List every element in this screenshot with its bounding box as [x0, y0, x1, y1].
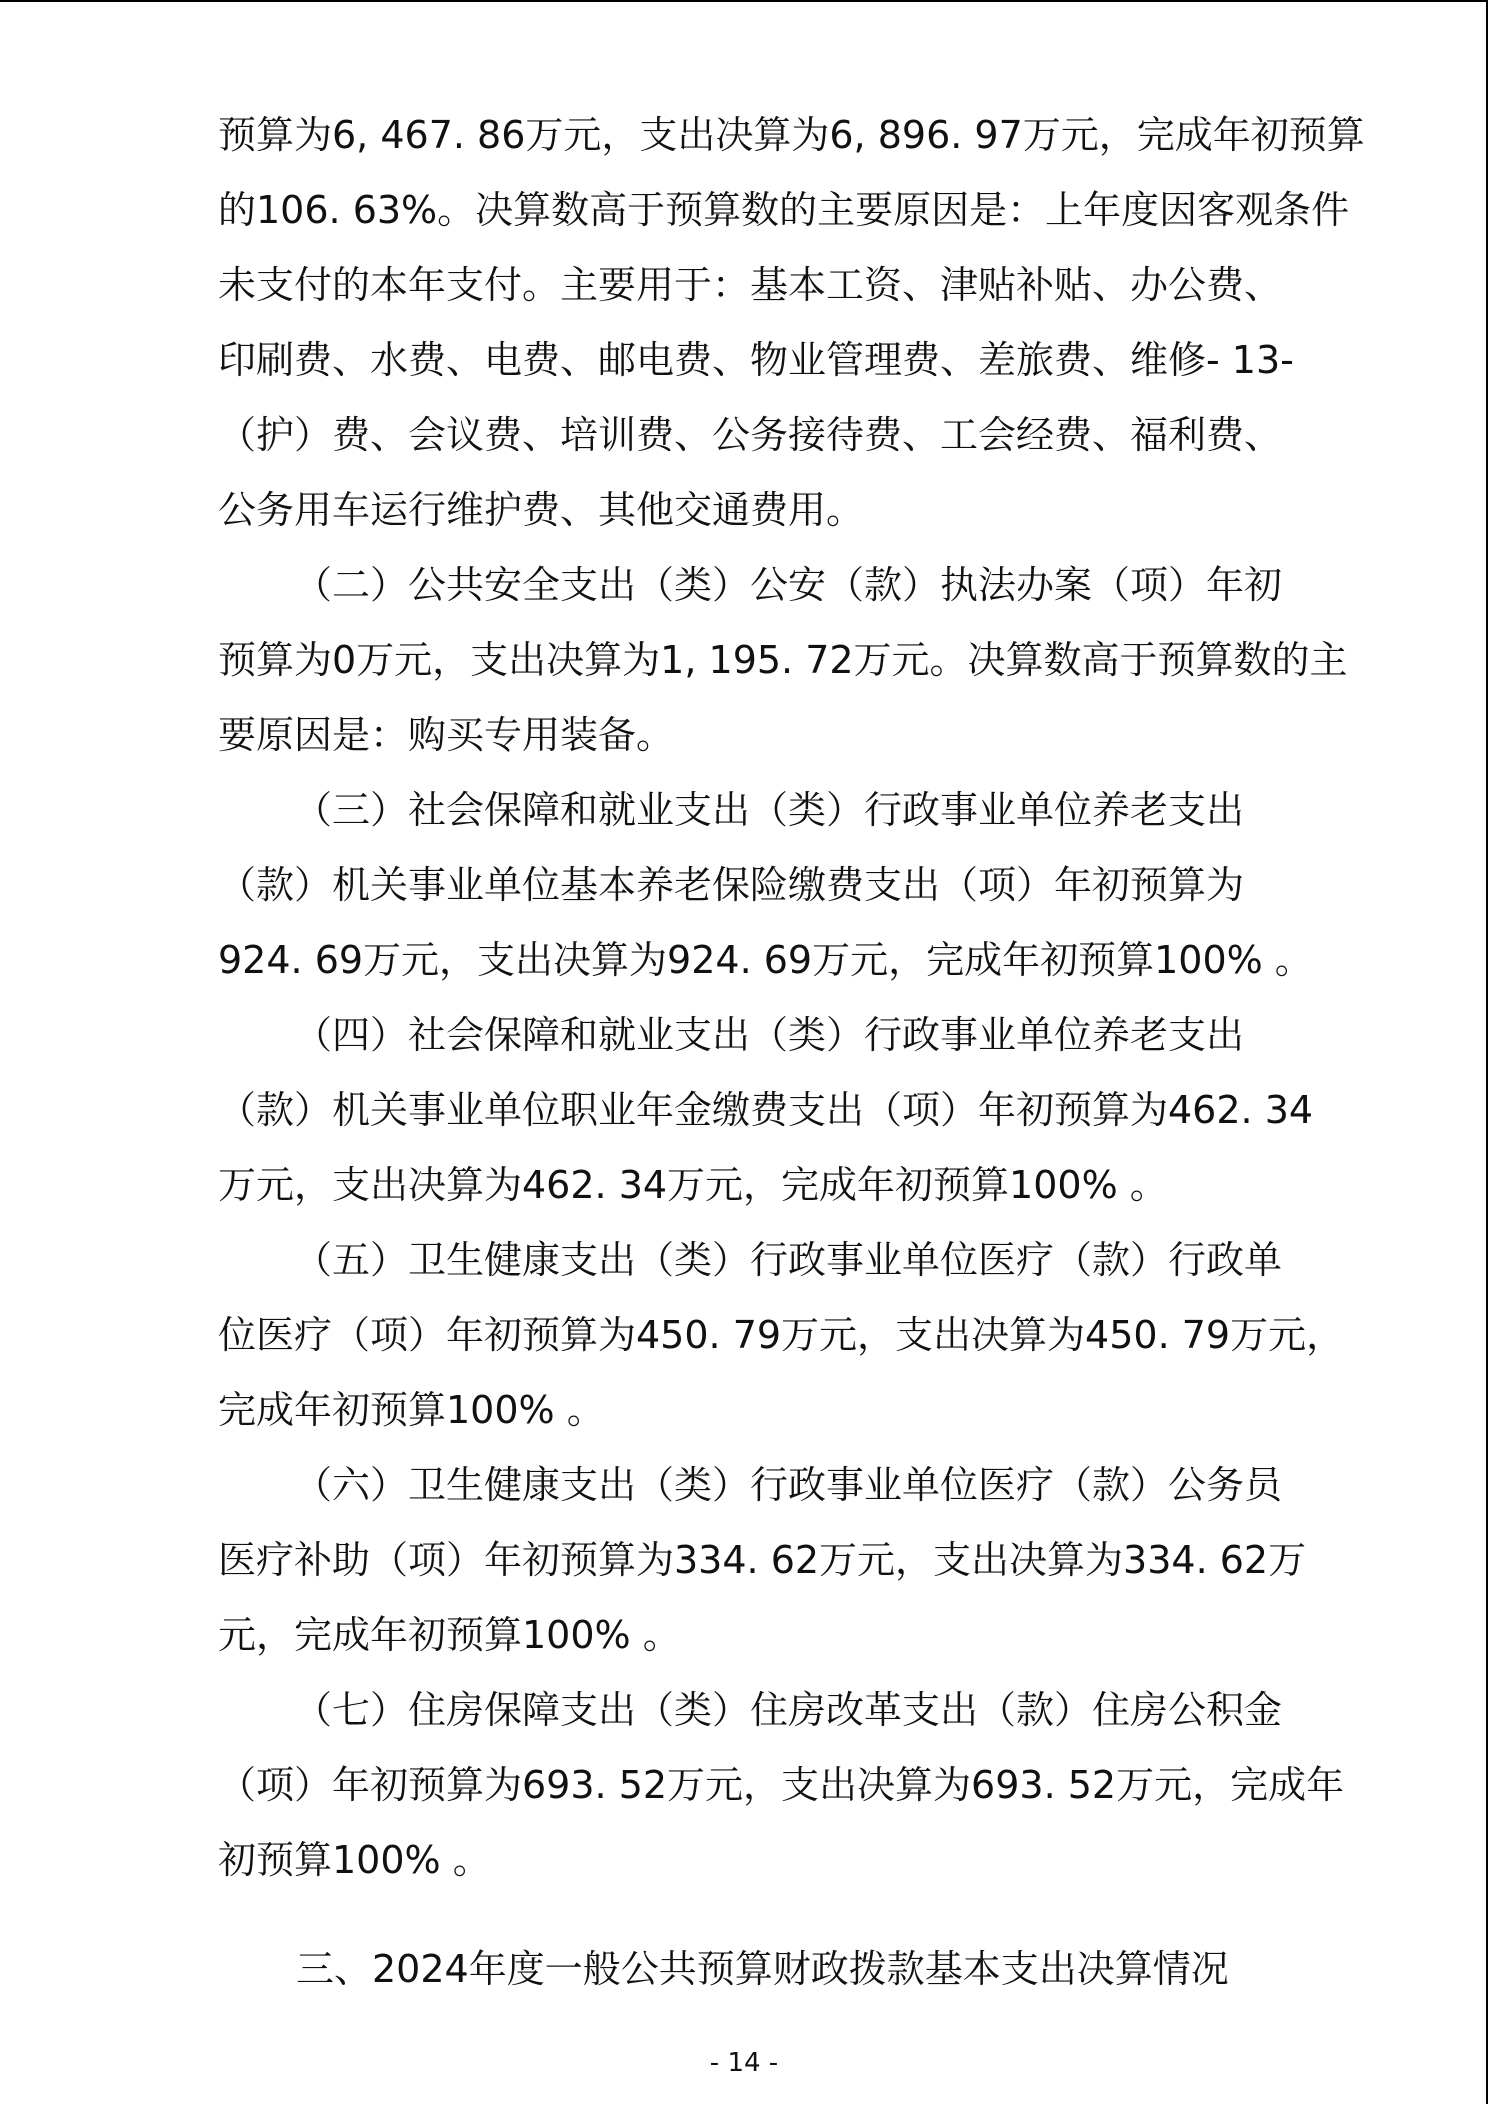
text-line: （款）机关事业单位基本养老保险缴费支出（项）年初预算为	[218, 863, 1245, 907]
text-line: 预算为0万元，支出决算为1, 195. 72万元。决算数高于预算数的主	[218, 638, 1348, 682]
text-line: 位医疗（项）年初预算为450. 79万元，支出决算为450. 79万元，	[218, 1313, 1345, 1357]
text-line: （七）住房保障支出（类）住房改革支出（款）住房公积金	[294, 1688, 1283, 1732]
paragraph-civil-servant-medical	[218, 1448, 1307, 1673]
text-line: 万元，支出决算为462. 34万元，完成年初预算100% 。	[218, 1163, 1168, 1207]
text-line: 924. 69万元，支出决算为924. 69万元，完成年初预算100% 。	[218, 938, 1313, 982]
text-line: （四）社会保障和就业支出（类）行政事业单位养老支出	[294, 1013, 1245, 1057]
text-line: （二）公共安全支出（类）公安（款）执法办案（项）年初	[294, 563, 1283, 607]
paragraph-continued-general-expense	[218, 98, 1365, 548]
text-line: （护）费、会议费、培训费、公务接待费、工会经费、福利费、	[218, 413, 1283, 457]
paragraph-occupational-annuity	[218, 998, 1314, 1223]
text-line: 完成年初预算100% 。	[218, 1388, 605, 1432]
text-line: 初预算100% 。	[218, 1838, 491, 1882]
paragraph-public-security	[218, 548, 1348, 773]
text-line: （项）年初预算为693. 52万元，支出决算为693. 52万元，完成年	[218, 1763, 1345, 1807]
text-line: 医疗补助（项）年初预算为334. 62万元，支出决算为334. 62万	[218, 1538, 1307, 1582]
page-number: - 14 -	[709, 2048, 779, 2078]
text-line: （款）机关事业单位职业年金缴费支出（项）年初预算为462. 34	[218, 1088, 1314, 1132]
section-heading: 三、2024年度一般公共预算财政拨款基本支出决算情况	[296, 1947, 1229, 1991]
text-line: （五）卫生健康支出（类）行政事业单位医疗（款）行政单	[294, 1238, 1283, 1282]
paragraph-housing-fund	[218, 1673, 1345, 1898]
text-line: （三）社会保障和就业支出（类）行政事业单位养老支出	[294, 788, 1245, 832]
text-line: （六）卫生健康支出（类）行政事业单位医疗（款）公务员	[294, 1463, 1283, 1507]
text-line: 预算为6, 467. 86万元，支出决算为6, 896. 97万元，完成年初预算	[218, 113, 1365, 157]
text-line: 要原因是：购买专用装备。	[218, 713, 675, 757]
text-line: 未支付的本年支付。主要用于：基本工资、津贴补贴、办公费、	[218, 263, 1283, 307]
page-top-border	[0, 0, 1488, 2]
text-line: 的106. 63%。决算数高于预算数的主要原因是：上年度因客观条件	[218, 188, 1350, 232]
text-line: 印刷费、水费、电费、邮电费、物业管理费、差旅费、维修- 13-	[218, 338, 1294, 382]
paragraph-basic-pension	[218, 773, 1313, 998]
document-body	[218, 98, 1365, 1898]
text-line: 元，完成年初预算100% 。	[218, 1613, 681, 1657]
text-line: 公务用车运行维护费、其他交通费用。	[218, 488, 865, 532]
paragraph-administrative-medical	[218, 1223, 1345, 1448]
